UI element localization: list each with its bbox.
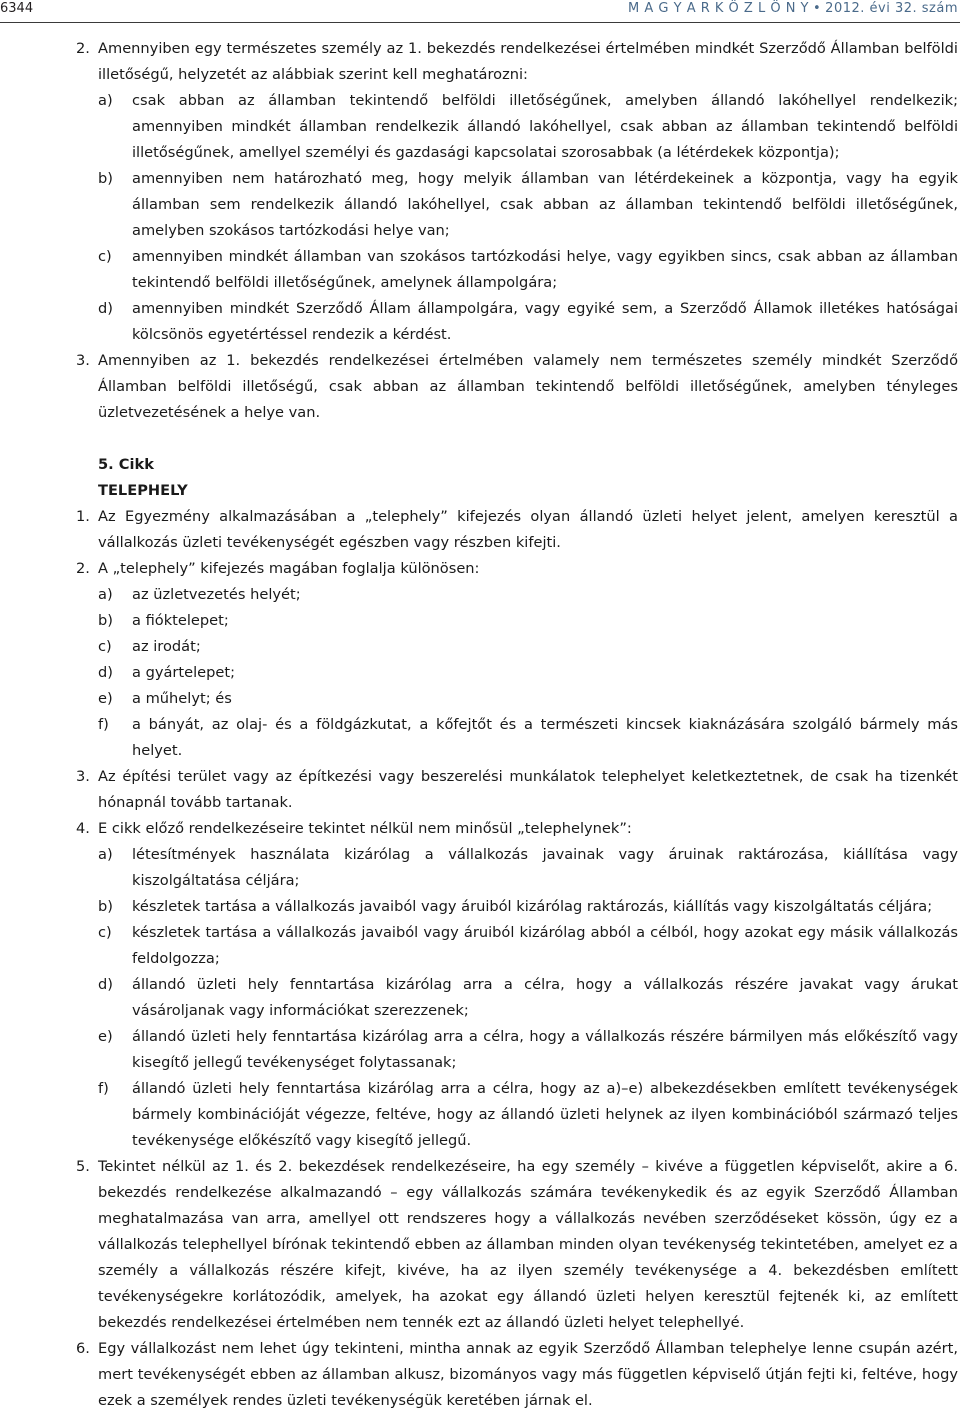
list-label: d) xyxy=(98,300,113,317)
header-rule xyxy=(0,22,960,23)
list-item-5-2d xyxy=(0,660,958,686)
paragraph-text: E cikk előző rendelkezéseire tekintet nélkül nem minősül „telephelynek”: xyxy=(98,820,632,837)
paragraph-number: 4. xyxy=(76,820,90,837)
list-label: b) xyxy=(98,898,113,915)
list-item-2b xyxy=(0,166,958,244)
list-label: e) xyxy=(98,690,113,707)
journal-title: M A G Y A R K Ö Z L Ö N Y xyxy=(628,1,809,16)
list-label: c) xyxy=(98,248,112,265)
article-5-paragraph-1 xyxy=(0,504,958,556)
list-label: b) xyxy=(98,170,113,187)
list-text: amennyiben nem határozható meg, hogy melyik államban van létérdekeinek a központja, vagy ha egyik államban sem rendelkezik állandó lakóhellyel, csak abban az államban tekintendő belföldi illetőségűnek, amelyben szokásos tartózkodási helye van; xyxy=(132,170,958,239)
list-text: készletek tartása a vállalkozás javaiból vagy áruiból kizárólag raktározás, kiállítás vagy kiszolgáltatás céljára; xyxy=(132,898,933,915)
list-item-5-4e xyxy=(0,1024,958,1076)
list-label: c) xyxy=(98,924,112,941)
list-label: c) xyxy=(98,638,112,655)
paragraph-text: Az Egyezmény alkalmazásában a „telephely” kifejezés olyan állandó üzleti helyet jelent, amelyen keresztül a vállalkozás üzleti tevékenységét egészben vagy részben kifejti. xyxy=(98,508,958,551)
list-item-5-4d xyxy=(0,972,958,1024)
list-text: a bányát, az olaj- és a földgázkutat, a kőfejtőt és a természeti kincsek kiaknázására szolgáló bármely más helyet. xyxy=(132,716,958,759)
list-label: a) xyxy=(98,92,113,109)
paragraph-2 xyxy=(0,36,958,88)
paragraph-number: 5. xyxy=(76,1158,90,1175)
paragraph-3 xyxy=(0,348,958,426)
list-item-5-2b xyxy=(0,608,958,634)
page-header xyxy=(0,0,960,22)
list-item-5-2e xyxy=(0,686,958,712)
page-number: 6344 xyxy=(0,1,34,16)
paragraph-number: 3. xyxy=(76,352,90,369)
section-gap xyxy=(0,426,958,452)
list-text: a gyártelepet; xyxy=(132,664,236,681)
list-item-5-2f xyxy=(0,712,958,764)
paragraph-text: Az építési terület vagy az építkezési vagy beszerelési munkálatok telephelyet keletkeztetnek, de csak ha tizenkét hónapnál tovább tartanak. xyxy=(98,768,958,811)
list-label: f) xyxy=(98,716,109,733)
list-text: csak abban az államban tekintendő belföldi illetőségűnek, amelyben állandó lakóhellyel rendelkezik; amennyiben mindkét államban rendelkezik állandó lakóhellyel, csak abban az államban tekintendő belföldi illetőségűnek, amellyel személyi és gazdasági kapcsolatai szorosabbak (a létérdekek központja); xyxy=(132,92,958,161)
document-body xyxy=(0,36,958,1414)
list-text: állandó üzleti hely fenntartása kizárólag arra a célra, hogy a vállalkozás részére javakat vagy árukat vásároljanak vagy információkat szerezzenek; xyxy=(132,976,958,1019)
article-title: TELEPHELY xyxy=(98,482,188,499)
paragraph-text: Amennyiben az 1. bekezdés rendelkezései értelmében valamely nem természetes személy mindkét Szerződő Államban belföldi illetőségű, csak abban az államban tekintendő belföldi illetőségűnek, amelyben tényleges üzletvezetésének a helye van. xyxy=(98,352,958,421)
list-text: létesítmények használata kizárólag a vállalkozás javainak vagy áruinak raktározása, kiállítása vagy kiszolgáltatása céljára; xyxy=(132,846,958,889)
list-text: az irodát; xyxy=(132,638,201,655)
article-5-paragraph-2 xyxy=(0,556,958,582)
paragraph-text: Amennyiben egy természetes személy az 1. bekezdés rendelkezései értelmében mindkét Szerződő Államban belföldi illetőségű, helyzetét az alábbiak szerint kell meghatározni: xyxy=(98,40,958,83)
list-label: e) xyxy=(98,1028,113,1045)
list-text: amennyiben mindkét államban van szokásos tartózkodási helye, vagy egyikben sincs, csak abban az államban tekintendő belföldi illetőségűnek, amelynek állampolgára; xyxy=(132,248,958,291)
list-item-5-4c xyxy=(0,920,958,972)
list-label: f) xyxy=(98,1080,109,1097)
paragraph-text: A „telephely” kifejezés magában foglalja különösen: xyxy=(98,560,480,577)
paragraph-text: Egy vállalkozást nem lehet úgy tekinteni, mintha annak az egyik Szerződő Államban telephelye lenne csupán azért, mert tevékenységét ebben az államban alkusz, bizományos vagy más független képviselő útján fejti ki, feltéve, hogy ezek a személyek rendes üzleti tevékenységük keretében járnak el. xyxy=(98,1340,958,1409)
list-item-2d xyxy=(0,296,958,348)
list-label: a) xyxy=(98,846,113,863)
paragraph-number: 6. xyxy=(76,1340,90,1357)
journal-info xyxy=(628,1,958,16)
list-label: d) xyxy=(98,976,113,993)
article-5-paragraph-6 xyxy=(0,1336,958,1414)
paragraph-number: 1. xyxy=(76,508,90,525)
paragraph-number: 2. xyxy=(76,560,90,577)
paragraph-text: Tekintet nélkül az 1. és 2. bekezdések rendelkezéseire, ha egy személy – kivéve a független képviselőt, akire a 6. bekezdés rendelkezése alkalmazandó – egy vállalkozás számára tevékenykedik és az egyik Szerződő Államban meghatalmazása van arra, amellyel ott rendszeres hogy a vállalkozás nevében szerződéseket kössön, úgy ez a vállalkozás telephellyel bírónak tekintendő ebben az államban minden olyan tevékenység tekintetében, amelyet ez a személy a vállalkozás részére kifejt, kivéve, ha az ilyen személy tevékenysége a 4. bekezdésben említett tevékenységekre korlátozódik, amelyek, ha azokat egy állandó üzleti helyen keresztül fejtenék ki, az említett bekezdés rendelkezései értelmében nem tennék ezt az állandó üzleti helyet telephellyé. xyxy=(98,1158,958,1331)
article-5-paragraph-5 xyxy=(0,1154,958,1336)
list-item-2c xyxy=(0,244,958,296)
list-text: a fióktelepet; xyxy=(132,612,229,629)
paragraph-number: 2. xyxy=(76,40,90,57)
list-item-5-4a xyxy=(0,842,958,894)
list-item-5-2c xyxy=(0,634,958,660)
article-5-paragraph-4 xyxy=(0,816,958,842)
issue-label: 2012. évi 32. szám xyxy=(825,1,958,16)
list-label: b) xyxy=(98,612,113,629)
list-text: állandó üzleti hely fenntartása kizárólag arra a célra, hogy az a)–e) albekezdésekben említett tevékenységek bármely kombinációját végezze, feltéve, hogy az állandó üzleti helynek az ilyen kombinációból származó teljes tevékenysége előkészítő vagy kisegítő jellegű. xyxy=(132,1080,958,1149)
list-label: d) xyxy=(98,664,113,681)
list-text: amennyiben mindkét Szerződő Állam állampolgára, vagy egyiké sem, a Szerződő Államok illetékes hatóságai kölcsönös egyetértéssel rendezik a kérdést. xyxy=(132,300,958,343)
list-label: a) xyxy=(98,586,113,603)
list-item-5-4b xyxy=(0,894,958,920)
list-item-5-4f xyxy=(0,1076,958,1154)
list-item-2a xyxy=(0,88,958,166)
bullet-separator: • xyxy=(813,1,822,16)
list-text: készletek tartása a vállalkozás javaiból vagy áruiból kizárólag abból a célból, hogy azokat egy másik vállalkozás feldolgozza; xyxy=(132,924,958,967)
article-5-paragraph-3 xyxy=(0,764,958,816)
list-text: az üzletvezetés helyét; xyxy=(132,586,301,603)
paragraph-number: 3. xyxy=(76,768,90,785)
list-text: állandó üzleti hely fenntartása kizárólag arra a célra, hogy a vállalkozás részére bármilyen más előkészítő vagy kisegítő jellegű tevékenységet folytassanak; xyxy=(132,1028,958,1071)
list-text: a műhelyt; és xyxy=(132,690,232,707)
list-item-5-2a xyxy=(0,582,958,608)
article-number: 5. Cikk xyxy=(98,456,154,473)
